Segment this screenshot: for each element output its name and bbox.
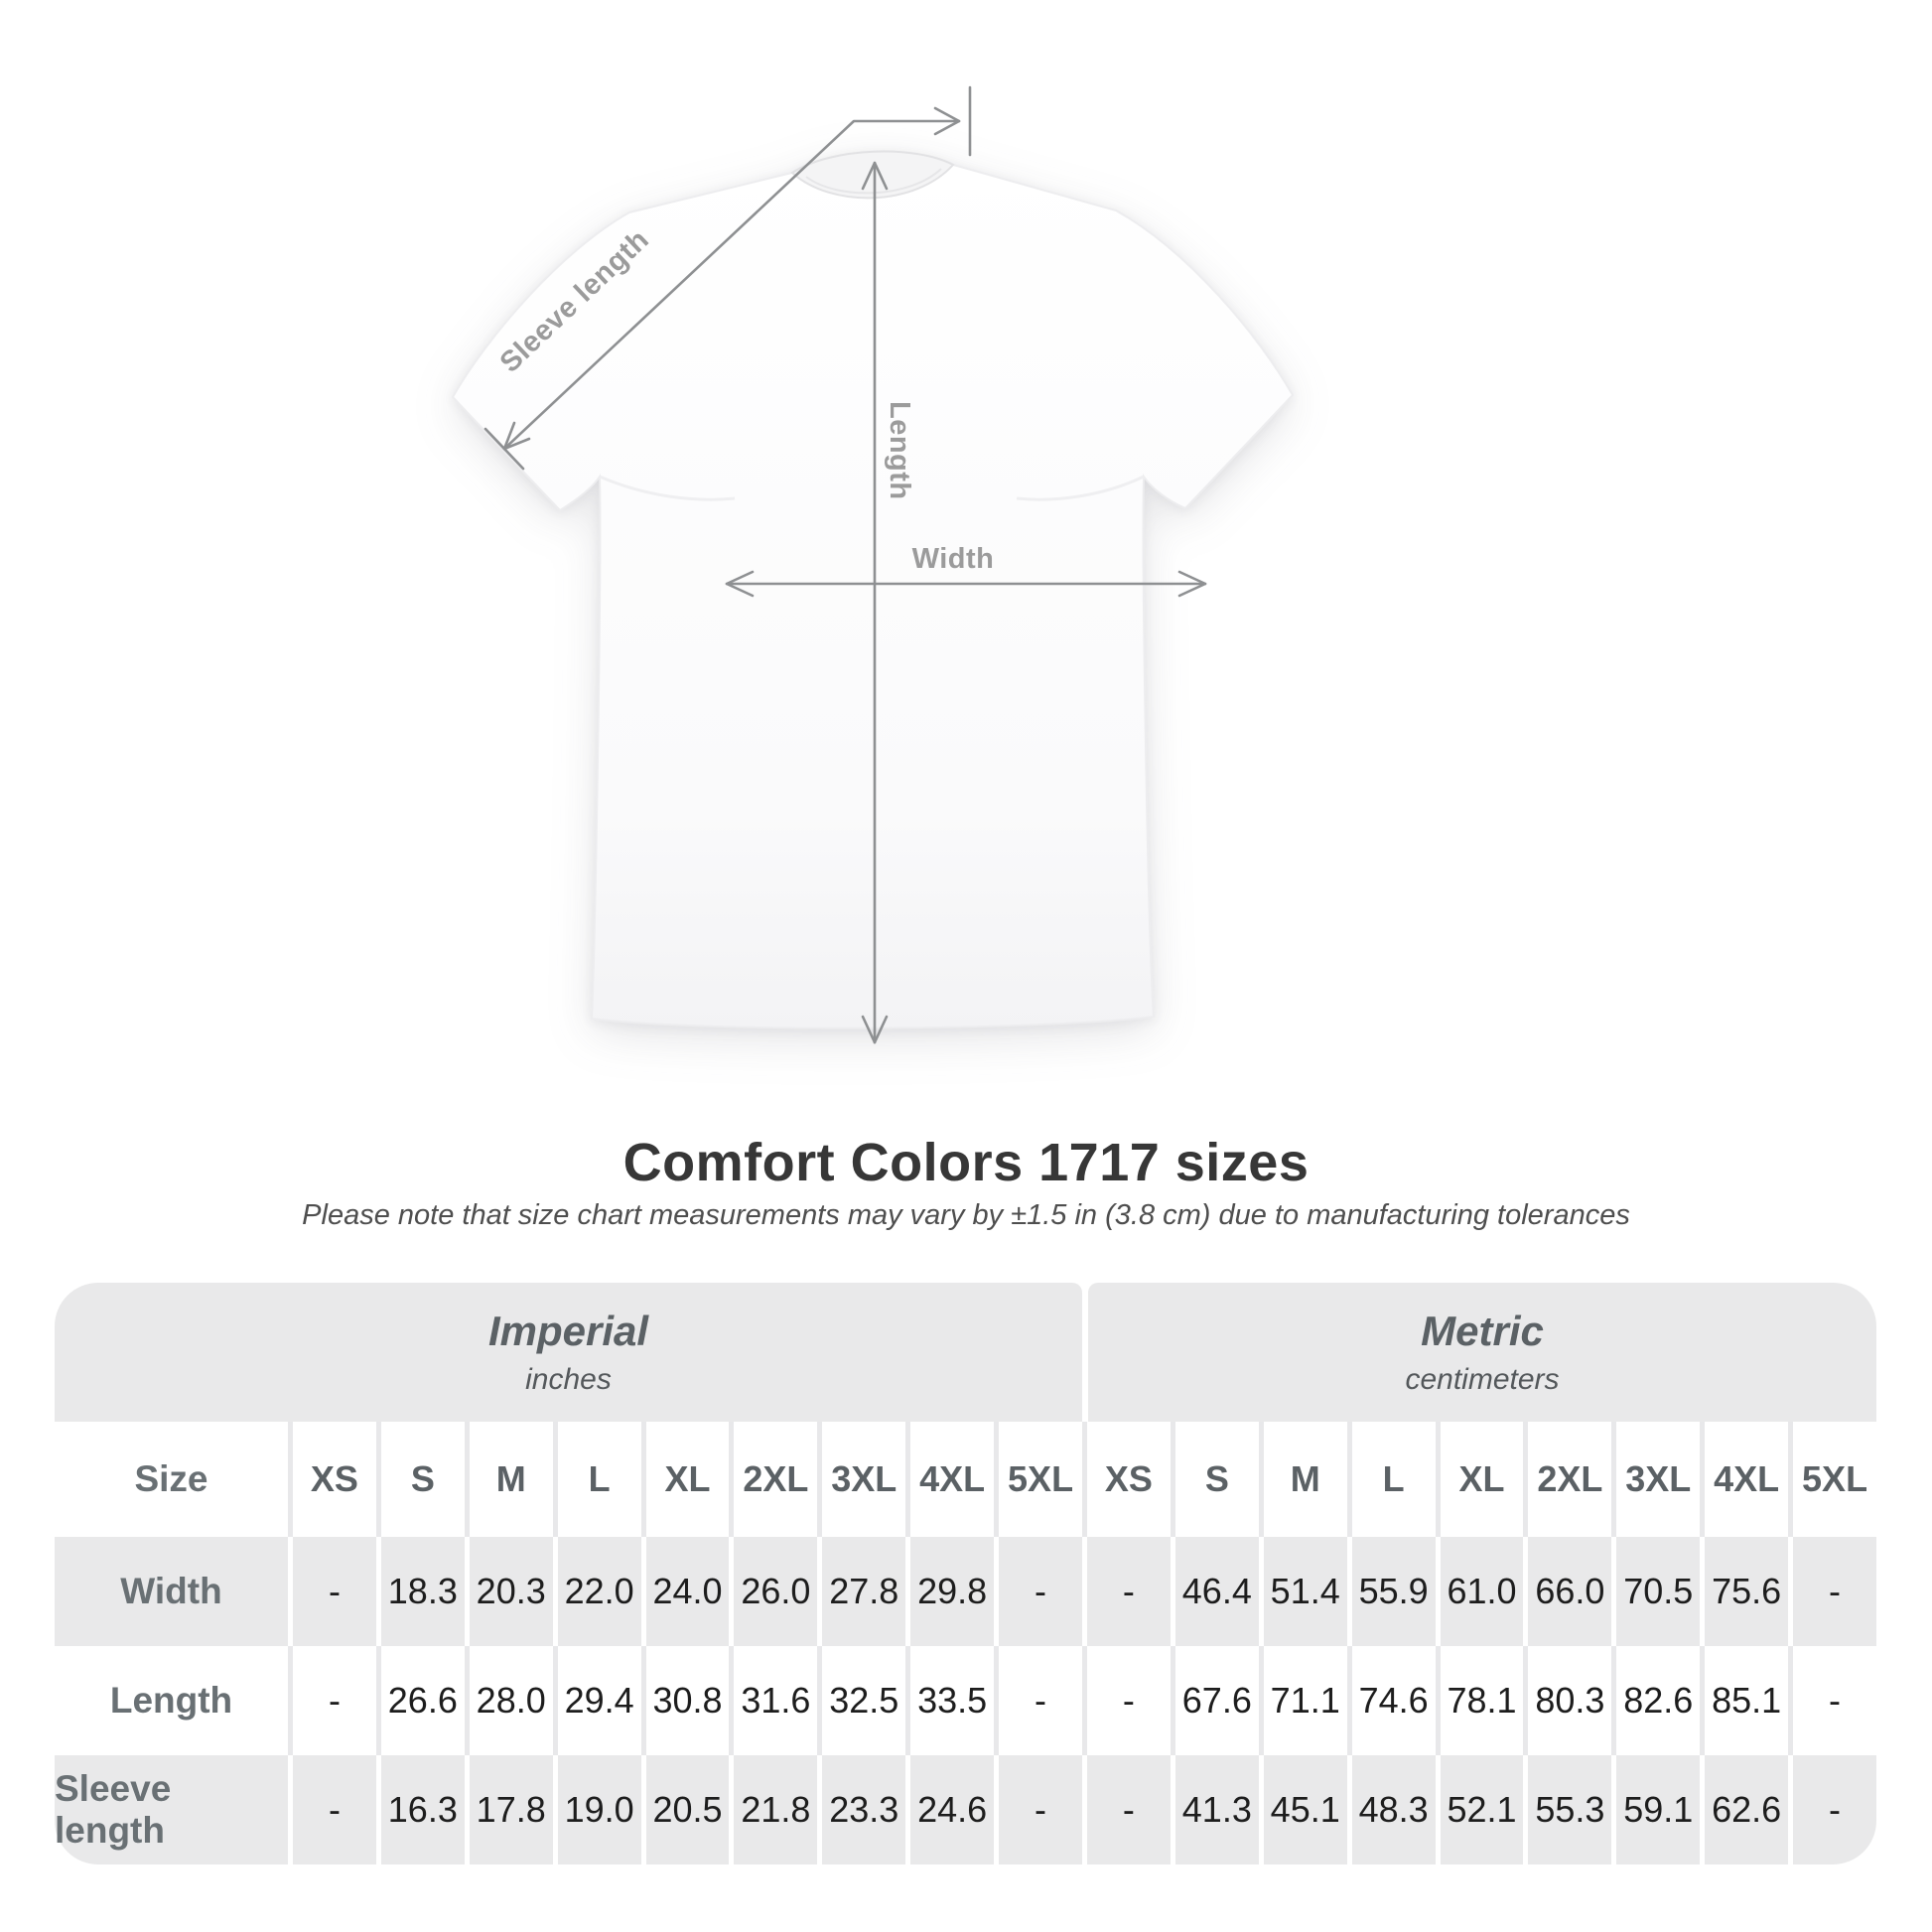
cell-length-imperial-m: 28.0 bbox=[465, 1646, 553, 1755]
cell-length-metric-2xl: 80.3 bbox=[1523, 1646, 1611, 1755]
page-title: Comfort Colors 1717 sizes bbox=[622, 1133, 1310, 1192]
metric-band bbox=[1088, 1283, 1876, 1422]
cell-width-metric-l: 55.9 bbox=[1347, 1537, 1436, 1646]
cell-width-metric-xs: - bbox=[1082, 1537, 1171, 1646]
cell-width-imperial-l: 22.0 bbox=[553, 1537, 641, 1646]
size-table bbox=[55, 1422, 1876, 1864]
size-header-imperial-4xl: 4XL bbox=[905, 1422, 994, 1537]
cell-length-metric-3xl: 82.6 bbox=[1611, 1646, 1700, 1755]
cell-sleeve-length-imperial-3xl: 23.3 bbox=[817, 1755, 905, 1864]
size-header-metric-5xl: 5XL bbox=[1788, 1422, 1876, 1537]
tolerance-note: Please note that size chart measurements may vary by ±1.5 in (3.8 cm) due to manufacturing tolerances bbox=[302, 1199, 1630, 1231]
size-header-metric-4xl: 4XL bbox=[1700, 1422, 1788, 1537]
cell-width-imperial-s: 18.3 bbox=[376, 1537, 465, 1646]
cell-sleeve-length-imperial-xl: 20.5 bbox=[641, 1755, 730, 1864]
cell-length-imperial-s: 26.6 bbox=[376, 1646, 465, 1755]
cell-width-metric-xl: 61.0 bbox=[1436, 1537, 1524, 1646]
size-header-imperial-3xl: 3XL bbox=[817, 1422, 905, 1537]
cell-length-metric-m: 71.1 bbox=[1259, 1646, 1347, 1755]
size-header-metric-xl: XL bbox=[1436, 1422, 1524, 1537]
cell-sleeve-length-metric-5xl: - bbox=[1788, 1755, 1876, 1864]
cell-sleeve-length-metric-2xl: 55.3 bbox=[1523, 1755, 1611, 1864]
width-label: Width bbox=[911, 543, 995, 575]
cell-width-metric-3xl: 70.5 bbox=[1611, 1537, 1700, 1646]
imperial-band-title: Imperial bbox=[487, 1308, 649, 1354]
cell-width-metric-m: 51.4 bbox=[1259, 1537, 1347, 1646]
cell-length-metric-xl: 78.1 bbox=[1436, 1646, 1524, 1755]
size-header-imperial-xl: XL bbox=[641, 1422, 730, 1537]
cell-width-imperial-xl: 24.0 bbox=[641, 1537, 730, 1646]
cell-sleeve-length-metric-m: 45.1 bbox=[1259, 1755, 1347, 1864]
unit-bands bbox=[55, 1283, 1876, 1422]
cell-width-metric-2xl: 66.0 bbox=[1523, 1537, 1611, 1646]
cell-sleeve-length-imperial-5xl: - bbox=[994, 1755, 1082, 1864]
cell-width-imperial-5xl: - bbox=[994, 1537, 1082, 1646]
size-header-metric-3xl: 3XL bbox=[1611, 1422, 1700, 1537]
cell-sleeve-length-metric-s: 41.3 bbox=[1171, 1755, 1259, 1864]
cell-length-imperial-3xl: 32.5 bbox=[817, 1646, 905, 1755]
cell-length-metric-s: 67.6 bbox=[1171, 1646, 1259, 1755]
size-header-imperial-2xl: 2XL bbox=[729, 1422, 817, 1537]
metric-band-unit: centimeters bbox=[1405, 1363, 1560, 1396]
imperial-band-unit: inches bbox=[525, 1363, 612, 1396]
size-header-metric-m: M bbox=[1259, 1422, 1347, 1537]
cell-length-metric-xs: - bbox=[1082, 1646, 1171, 1755]
cell-width-imperial-2xl: 26.0 bbox=[729, 1537, 817, 1646]
cell-length-imperial-4xl: 33.5 bbox=[905, 1646, 994, 1755]
cell-sleeve-length-metric-4xl: 62.6 bbox=[1700, 1755, 1788, 1864]
cell-length-metric-5xl: - bbox=[1788, 1646, 1876, 1755]
imperial-band bbox=[55, 1283, 1082, 1422]
cell-sleeve-length-metric-xs: - bbox=[1082, 1755, 1171, 1864]
cell-sleeve-length-metric-xl: 52.1 bbox=[1436, 1755, 1524, 1864]
size-header-imperial-5xl: 5XL bbox=[994, 1422, 1082, 1537]
cell-sleeve-length-imperial-xs: - bbox=[288, 1755, 376, 1864]
size-header-imperial-xs: XS bbox=[288, 1422, 376, 1537]
size-header-imperial-s: S bbox=[376, 1422, 465, 1537]
cell-width-metric-4xl: 75.6 bbox=[1700, 1537, 1788, 1646]
cell-length-imperial-xs: - bbox=[288, 1646, 376, 1755]
cell-length-metric-l: 74.6 bbox=[1347, 1646, 1436, 1755]
cell-width-metric-5xl: - bbox=[1788, 1537, 1876, 1646]
cell-width-imperial-xs: - bbox=[288, 1537, 376, 1646]
cell-length-metric-4xl: 85.1 bbox=[1700, 1646, 1788, 1755]
size-header-imperial-m: M bbox=[465, 1422, 553, 1537]
cell-width-imperial-3xl: 27.8 bbox=[817, 1537, 905, 1646]
cell-sleeve-length-imperial-4xl: 24.6 bbox=[905, 1755, 994, 1864]
size-header-imperial-l: L bbox=[553, 1422, 641, 1537]
cell-sleeve-length-imperial-s: 16.3 bbox=[376, 1755, 465, 1864]
row-label-width: Width bbox=[55, 1537, 288, 1646]
cell-sleeve-length-metric-l: 48.3 bbox=[1347, 1755, 1436, 1864]
cell-sleeve-length-metric-3xl: 59.1 bbox=[1611, 1755, 1700, 1864]
metric-band-title: Metric bbox=[1421, 1308, 1544, 1354]
size-header-metric-l: L bbox=[1347, 1422, 1436, 1537]
cell-length-imperial-l: 29.4 bbox=[553, 1646, 641, 1755]
row-label-length: Length bbox=[55, 1646, 288, 1755]
cell-width-imperial-m: 20.3 bbox=[465, 1537, 553, 1646]
cell-length-imperial-xl: 30.8 bbox=[641, 1646, 730, 1755]
cell-width-imperial-4xl: 29.8 bbox=[905, 1537, 994, 1646]
cell-sleeve-length-imperial-l: 19.0 bbox=[553, 1755, 641, 1864]
length-label: Length bbox=[884, 401, 915, 500]
cell-length-imperial-5xl: - bbox=[994, 1646, 1082, 1755]
cell-width-metric-s: 46.4 bbox=[1171, 1537, 1259, 1646]
row-label-sleeve-length: Sleeve length bbox=[55, 1755, 288, 1864]
size-header-metric-s: S bbox=[1171, 1422, 1259, 1537]
size-header-metric-xs: XS bbox=[1082, 1422, 1171, 1537]
size-column-header: Size bbox=[55, 1422, 288, 1537]
sleeve-length-label: Sleeve length bbox=[493, 223, 655, 379]
cell-length-imperial-2xl: 31.6 bbox=[729, 1646, 817, 1755]
cell-sleeve-length-imperial-2xl: 21.8 bbox=[729, 1755, 817, 1864]
size-header-metric-2xl: 2XL bbox=[1523, 1422, 1611, 1537]
cell-sleeve-length-imperial-m: 17.8 bbox=[465, 1755, 553, 1864]
